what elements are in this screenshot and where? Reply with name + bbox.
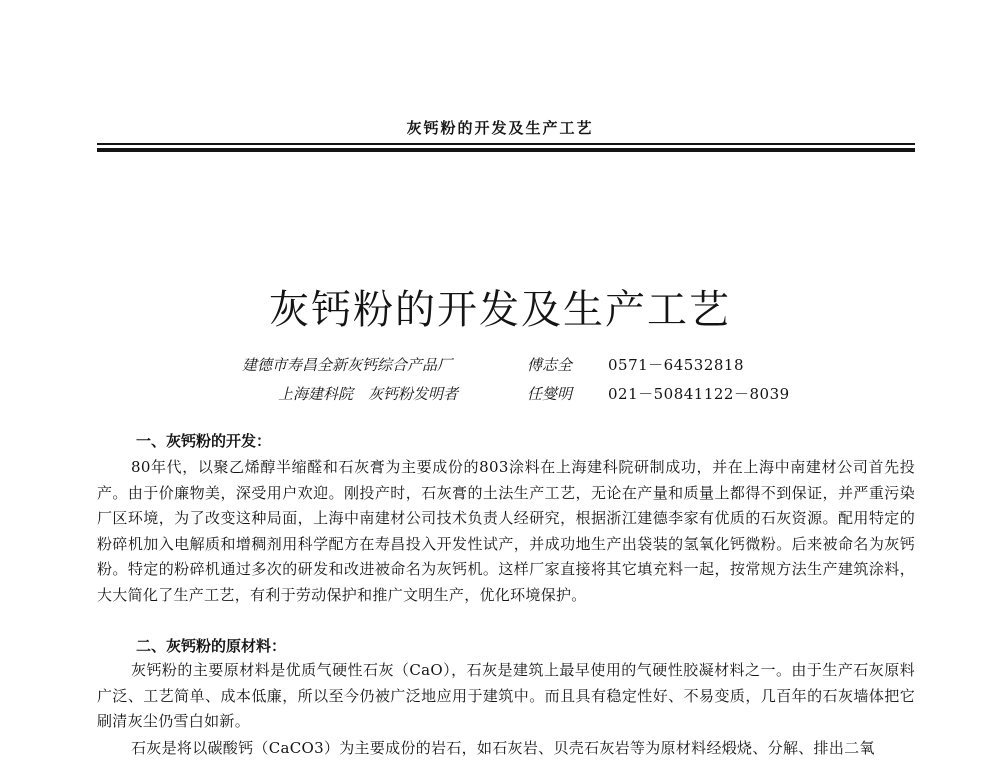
running-header: 灰钙粉的开发及生产工艺 (406, 119, 594, 137)
author-name: 傅志全 (527, 356, 573, 374)
body-paragraph: 灰钙粉的主要原材料是优质气硬性石灰（CaO），石灰是建筑上最早使用的气硬性胶凝材料之一。由于生产石灰原料广泛、工艺简单、成本低廉，所以至今仍被广泛地应用于建筑中。而且具有稳定性好、不易变质，几百年的石灰墙体把它刷清灰尘仍雪白如新。 (97, 661, 915, 731)
author-phone: 0571－64532818 (608, 356, 745, 374)
section-heading: 二、灰钙粉的原材料： (136, 637, 287, 655)
header-rule-thin (97, 143, 915, 145)
section-heading: 一、灰钙粉的开发： (136, 432, 272, 450)
author-org: 建德市寿昌全新灰钙综合产品厂 (242, 356, 453, 374)
author-line-2 (0, 383, 1000, 405)
author-phone: 021－50841122－8039 (608, 385, 790, 403)
author-line-1 (0, 354, 1000, 376)
header-rule-thick (97, 148, 915, 152)
author-name: 任燮明 (527, 385, 573, 403)
article-title: 灰钙粉的开发及生产工艺 (269, 287, 731, 333)
body-paragraph: 80年代，以聚乙烯醇半缩醛和石灰膏为主要成份的803涂料在上海建科院研制成功，并在上海中南建材公司首先投产。由于价廉物美，深受用户欢迎。刚投产时，石灰膏的土法生产工艺，无论在产量和质量上都得不到保证，并严重污染厂区环境，为了改变这种局面，上海中南建材公司技术负责人经研究，根据浙江建德李家有优质的石灰资源。配用特定的粉碎机加入电解质和增稠剂用科学配方在寿昌投入开发性试产，并成功地生产出袋装的氢氧化钙微粉。后来被命名为灰钙粉。特定的粉碎机通过多次的研发和改进被命名为灰钙机。这样厂家直接将其它填充料一起，按常规方法生产建筑涂料，大大简化了生产工艺，有利于劳动保护和推广文明生产，优化环境保护。 (97, 458, 915, 604)
author-org: 上海建科院 灰钙粉发明者 (278, 385, 459, 403)
body-paragraph: 石灰是将以碳酸钙（CaCO3）为主要成份的岩石，如石灰岩、贝壳石灰岩等为原材料经煅烧、分解、排出二氧 (131, 739, 875, 757)
